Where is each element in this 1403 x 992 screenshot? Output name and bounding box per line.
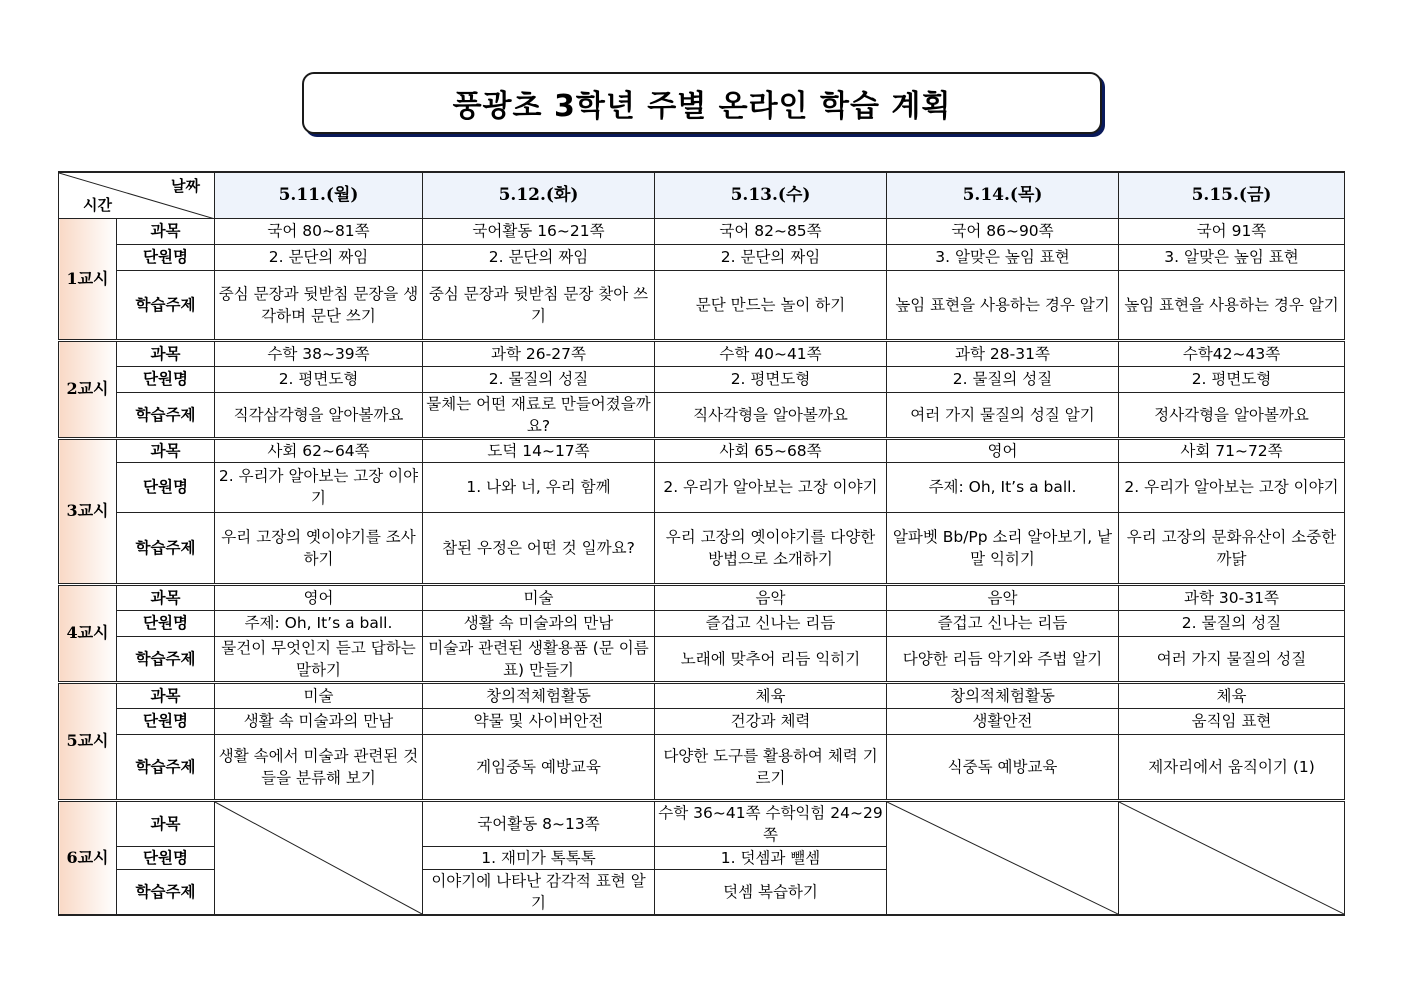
topic-cell: 참된 우정은 어떤 것 일까요?: [423, 512, 655, 584]
period-3-topic-row: [59, 512, 1345, 584]
topic-label: 학습주제: [117, 636, 215, 682]
topic-label: 학습주제: [117, 869, 215, 915]
unit-label: 단원명: [117, 366, 215, 392]
topic-cell: 우리 고장의 옛이야기를 다양한 방법으로 소개하기: [655, 512, 887, 584]
topic-cell: 게임중독 예방교육: [423, 734, 655, 800]
topic-cell: 정사각형을 알아볼까요: [1119, 392, 1345, 438]
header-corner: [59, 172, 215, 218]
weekly-plan-table: [58, 171, 1345, 916]
unit-label: 단원명: [117, 462, 215, 512]
period-label: 4교시: [59, 584, 117, 682]
unit-cell: 2. 물질의 성질: [1119, 610, 1345, 636]
subject-cell: 영어: [887, 438, 1119, 462]
unit-cell: 1. 나와 너, 우리 함께: [423, 462, 655, 512]
topic-cell: 물체는 어떤 재료로 만들어졌을까요?: [423, 392, 655, 438]
period-2-topic-row: [59, 392, 1345, 438]
topic-cell: 직사각형을 알아볼까요: [655, 392, 887, 438]
period-5-topic-row: [59, 734, 1345, 800]
subject-cell: 수학 36~41쪽 수학익힘 24~29쪽: [655, 800, 887, 846]
period-6-subject-row: [59, 800, 1345, 846]
topic-cell: 우리 고장의 옛이야기를 조사하기: [215, 512, 423, 584]
topic-cell: 노래에 맞추어 리듬 익히기: [655, 636, 887, 682]
subject-cell: 국어 86~90쪽: [887, 218, 1119, 244]
slash-line: [887, 802, 1118, 914]
unit-cell: 움직임 표현: [1119, 708, 1345, 734]
day-header: 5.13.(수): [655, 172, 887, 218]
slash-line: [1119, 802, 1344, 914]
subject-label: 과목: [117, 682, 215, 708]
unit-cell: 생활 속 미술과의 만남: [423, 610, 655, 636]
subject-cell: 체육: [655, 682, 887, 708]
subject-cell: 수학 38~39쪽: [215, 340, 423, 366]
subject-cell: 과학 26-27쪽: [423, 340, 655, 366]
corner-date-label: 날짜: [171, 177, 200, 195]
unit-cell: 2. 문단의 짜임: [655, 244, 887, 270]
unit-cell: 2. 평면도형: [1119, 366, 1345, 392]
day-header: 5.14.(목): [887, 172, 1119, 218]
unit-cell: 1. 재미가 톡톡톡: [423, 846, 655, 869]
unit-cell: 건강과 체력: [655, 708, 887, 734]
day-header: 5.12.(화): [423, 172, 655, 218]
subject-cell: 수학 40~41쪽: [655, 340, 887, 366]
subject-label: 과목: [117, 584, 215, 610]
topic-cell: 덧셈 복습하기: [655, 869, 887, 915]
subject-cell: 창의적체험활동: [887, 682, 1119, 708]
empty-slash-cell: [1119, 800, 1345, 915]
subject-cell: 체육: [1119, 682, 1345, 708]
period-4-unit-row: [59, 610, 1345, 636]
unit-label: 단원명: [117, 846, 215, 869]
subject-cell: 미술: [215, 682, 423, 708]
topic-cell: 알파벳 Bb/Pp 소리 알아보기, 낱말 익히기: [887, 512, 1119, 584]
slash-line: [215, 802, 422, 914]
empty-slash-cell: [887, 800, 1119, 915]
period-3-subject-row: [59, 438, 1345, 462]
unit-cell: 2. 물질의 성질: [423, 366, 655, 392]
unit-cell: 1. 덧셈과 뺄셈: [655, 846, 887, 869]
topic-cell: 생활 속에서 미술과 관련된 것들을 분류해 보기: [215, 734, 423, 800]
topic-cell: 높임 표현을 사용하는 경우 알기: [1119, 270, 1345, 340]
period-label: 1교시: [59, 218, 117, 340]
subject-cell: 국어 80~81쪽: [215, 218, 423, 244]
topic-cell: 식중독 예방교육: [887, 734, 1119, 800]
topic-label: 학습주제: [117, 270, 215, 340]
topic-cell: 다양한 리듬 악기와 주법 알기: [887, 636, 1119, 682]
subject-cell: 음악: [887, 584, 1119, 610]
subject-label: 과목: [117, 218, 215, 244]
unit-cell: 생활안전: [887, 708, 1119, 734]
subject-label: 과목: [117, 340, 215, 366]
topic-cell: 이야기에 나타난 감각적 표현 알기: [423, 869, 655, 915]
subject-label: 과목: [117, 800, 215, 846]
unit-label: 단원명: [117, 244, 215, 270]
subject-cell: 미술: [423, 584, 655, 610]
subject-cell: 국어 82~85쪽: [655, 218, 887, 244]
topic-cell: 제자리에서 움직이기 (1): [1119, 734, 1345, 800]
title-box: [302, 72, 1102, 134]
period-5-unit-row: [59, 708, 1345, 734]
period-1-unit-row: [59, 244, 1345, 270]
topic-cell: 우리 고장의 문화유산이 소중한 까닭: [1119, 512, 1345, 584]
unit-cell: 2. 평면도형: [655, 366, 887, 392]
subject-cell: 수학42~43쪽: [1119, 340, 1345, 366]
subject-cell: 국어 91쪽: [1119, 218, 1345, 244]
page-title: 풍광초 3학년 주별 온라인 학습 계획: [452, 89, 952, 124]
subject-cell: 음악: [655, 584, 887, 610]
subject-cell: 사회 62~64쪽: [215, 438, 423, 462]
unit-cell: 주제: Oh, It’s a ball.: [887, 462, 1119, 512]
subject-cell: 과학 28-31쪽: [887, 340, 1119, 366]
period-2-subject-row: [59, 340, 1345, 366]
unit-cell: 즐겁고 신나는 리듬: [655, 610, 887, 636]
unit-cell: 2. 우리가 알아보는 고장 이야기: [215, 462, 423, 512]
unit-cell: 주제: Oh, It’s a ball.: [215, 610, 423, 636]
unit-cell: 2. 물질의 성질: [887, 366, 1119, 392]
day-header: 5.11.(월): [215, 172, 423, 218]
period-1-subject-row: [59, 218, 1345, 244]
period-label: 6교시: [59, 800, 117, 915]
subject-cell: 국어활동 16~21쪽: [423, 218, 655, 244]
topic-cell: 물건이 무엇인지 듣고 답하는 말하기: [215, 636, 423, 682]
topic-label: 학습주제: [117, 512, 215, 584]
unit-cell: 2. 우리가 알아보는 고장 이야기: [1119, 462, 1345, 512]
corner-time-label: 시간: [83, 195, 112, 214]
topic-cell: 높임 표현을 사용하는 경우 알기: [887, 270, 1119, 340]
topic-cell: 여러 가지 물질의 성질: [1119, 636, 1345, 682]
unit-cell: 생활 속 미술과의 만남: [215, 708, 423, 734]
subject-label: 과목: [117, 438, 215, 462]
topic-cell: 여러 가지 물질의 성질 알기: [887, 392, 1119, 438]
subject-cell: 과학 30-31쪽: [1119, 584, 1345, 610]
unit-cell: 2. 문단의 짜임: [215, 244, 423, 270]
day-header: 5.15.(금): [1119, 172, 1345, 218]
topic-cell: 미술과 관련된 생활용품 (문 이름표) 만들기: [423, 636, 655, 682]
topic-cell: 다양한 도구를 활용하여 체력 기르기: [655, 734, 887, 800]
period-1-topic-row: [59, 270, 1345, 340]
topic-label: 학습주제: [117, 392, 215, 438]
period-2-unit-row: [59, 366, 1345, 392]
unit-cell: 약물 및 사이버안전: [423, 708, 655, 734]
unit-cell: 3. 알맞은 높임 표현: [1119, 244, 1345, 270]
unit-cell: 즐겁고 신나는 리듬: [887, 610, 1119, 636]
topic-label: 학습주제: [117, 734, 215, 800]
period-3-unit-row: [59, 462, 1345, 512]
topic-cell: 중심 문장과 뒷받침 문장 찾아 쓰기: [423, 270, 655, 340]
topic-cell: 문단 만드는 놀이 하기: [655, 270, 887, 340]
subject-cell: 사회 71~72쪽: [1119, 438, 1345, 462]
topic-cell: 직각삼각형을 알아볼까요: [215, 392, 423, 438]
period-5-subject-row: [59, 682, 1345, 708]
period-label: 3교시: [59, 438, 117, 584]
unit-cell: 2. 평면도형: [215, 366, 423, 392]
unit-cell: 2. 문단의 짜임: [423, 244, 655, 270]
header-row: [59, 172, 1345, 218]
unit-label: 단원명: [117, 708, 215, 734]
subject-cell: 국어활동 8~13쪽: [423, 800, 655, 846]
period-label: 2교시: [59, 340, 117, 438]
period-4-topic-row: [59, 636, 1345, 682]
period-label: 5교시: [59, 682, 117, 800]
topic-cell: 중심 문장과 뒷받침 문장을 생각하며 문단 쓰기: [215, 270, 423, 340]
empty-slash-cell: [215, 800, 423, 915]
unit-label: 단원명: [117, 610, 215, 636]
subject-cell: 도덕 14~17쪽: [423, 438, 655, 462]
subject-cell: 영어: [215, 584, 423, 610]
unit-cell: 2. 우리가 알아보는 고장 이야기: [655, 462, 887, 512]
period-4-subject-row: [59, 584, 1345, 610]
subject-cell: 창의적체험활동: [423, 682, 655, 708]
unit-cell: 3. 알맞은 높임 표현: [887, 244, 1119, 270]
subject-cell: 사회 65~68쪽: [655, 438, 887, 462]
